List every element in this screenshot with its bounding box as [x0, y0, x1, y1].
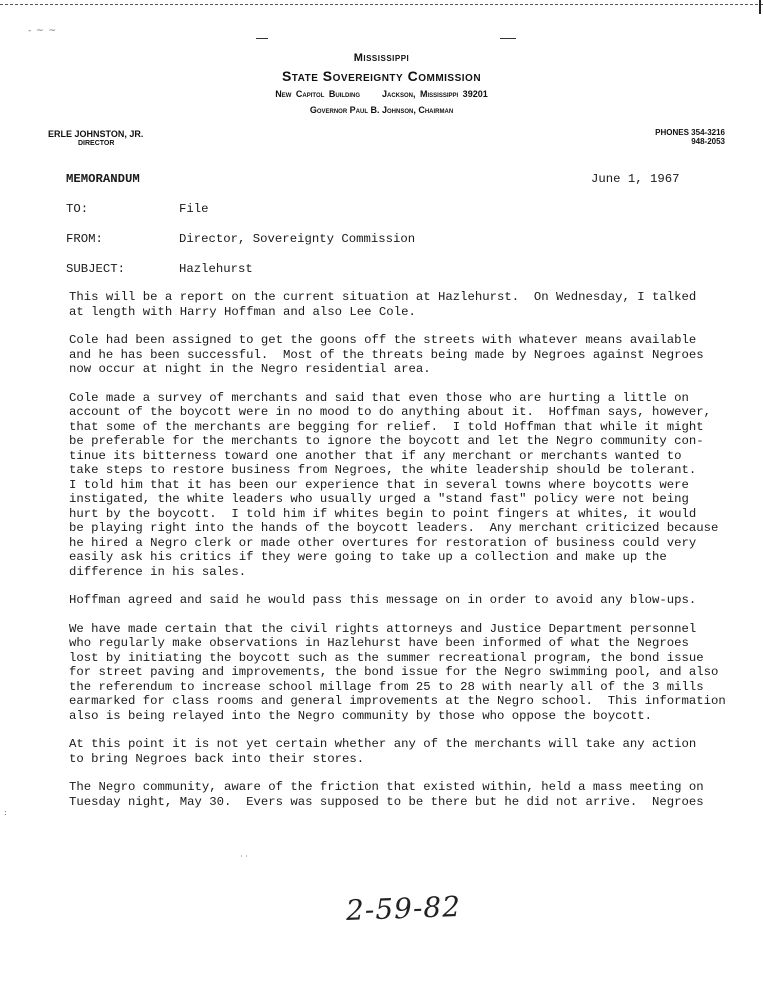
- body-paragraph: This will be a report on the current situation at Hazlehurst. On Wednesday, I talked at length with Harry Hoffman and also Lee Cole.: [69, 290, 697, 319]
- memo-to-value: File: [179, 202, 209, 216]
- scan-speck: :: [4, 808, 7, 817]
- phones-line-1: PHONES 354-3216: [655, 128, 725, 137]
- phones-line-2: 948-2053: [691, 137, 725, 146]
- memo-label: MEMORANDUM: [66, 172, 140, 186]
- phones-block: [655, 128, 725, 146]
- handwritten-number: 2-59-82: [345, 890, 462, 927]
- scan-dashed-border: [0, 4, 763, 5]
- memo-body: [69, 290, 749, 823]
- body-paragraph: At this point it is not yet certain whether any of the merchants will take any action to bring Negroes back into their stores.: [69, 737, 697, 766]
- body-paragraph: The Negro community, aware of the friction that existed within, held a mass meeting on Tuesday night, May 30. Evers was supposed to be there but he did not arrive. Negroes: [69, 780, 704, 809]
- body-paragraph: Cole made a survey of merchants and said that even those who are hurting a little on account of the boycott were in no mood to do anything about it. Hoffman says, however, that some of the merchants are begging for relief. I told Hoffman that while it might be preferable for the merchants to ignore the boycott and let the Negro community con- tinue its bitterness toward one another that if any merchant or merchants wanted to take steps to restore business from Negroes, the white leadership should be tolerant. I told him that it has been our experience that in several towns where boycotts were instigated, the white leaders who usually urged a "stand fast" policy were not being hurt by the boycott. I told him if whites begin to point fingers at whites, it would be playing right into the hands of the boycott leaders. Any merchant criticized because he hired a Negro clerk or made other overtures for restoration of business could very easily ask his critics if they were going to take up a collection and make up the difference in his sales.: [69, 390, 719, 579]
- letterhead-address: [0, 89, 763, 99]
- director-name: ERLE JOHNSTON, JR.: [48, 129, 144, 139]
- scan-speck: · ·: [240, 852, 248, 861]
- director-title: DIRECTOR: [78, 140, 115, 147]
- body-paragraph: We have made certain that the civil rights attorneys and Justice Department personnel who regularly make observations in Hazlehurst have been informed of what the Negroes lost by initiating the boycott such as the summer recreational program, the bond issue for street paving and improvements, the bond issue for the Negro swimming pool, and also the referendum to increase school millage from 25 to 28 with nearly all of the 3 mills earmarked for class rooms and general improvements at the Negro school. This information also is being relayed into the Negro community by those who oppose the boycott.: [69, 621, 726, 723]
- letterhead-governor: Governor Paul B. Johnson, Chairman: [309, 105, 454, 115]
- body-paragraph: Cole had been assigned to get the goons off the streets with whatever means available and he has been successful. Most of the threats being made by Negroes against Negroes now occur at night in the Negro residential area.: [69, 333, 704, 376]
- memo-date: June 1, 1967: [591, 172, 680, 186]
- letterhead-city: Jackson, Mississippi 39201: [382, 89, 488, 99]
- memo-from-label: FROM:: [66, 232, 103, 246]
- scan-artifact-marks: - ~ ~: [28, 26, 58, 36]
- scan-tick-mark: [500, 38, 516, 39]
- scan-corner-mark: [756, 0, 761, 14]
- memo-from-value: Director, Sovereignty Commission: [179, 232, 416, 246]
- memo-subject-value: Hazlehurst: [179, 262, 253, 276]
- director-block: [48, 129, 143, 147]
- scan-tick-mark: [256, 38, 268, 39]
- memo-to-label: TO:: [66, 202, 89, 216]
- letterhead-state: Mississippi: [353, 52, 410, 64]
- letterhead-building: New Capitol Building: [275, 89, 360, 99]
- body-paragraph: Hoffman agreed and said he would pass this message on in order to avoid any blow-ups.: [69, 593, 697, 607]
- letterhead-commission: State Sovereignty Commission: [281, 68, 482, 84]
- memo-subject-label: SUBJECT:: [66, 262, 126, 276]
